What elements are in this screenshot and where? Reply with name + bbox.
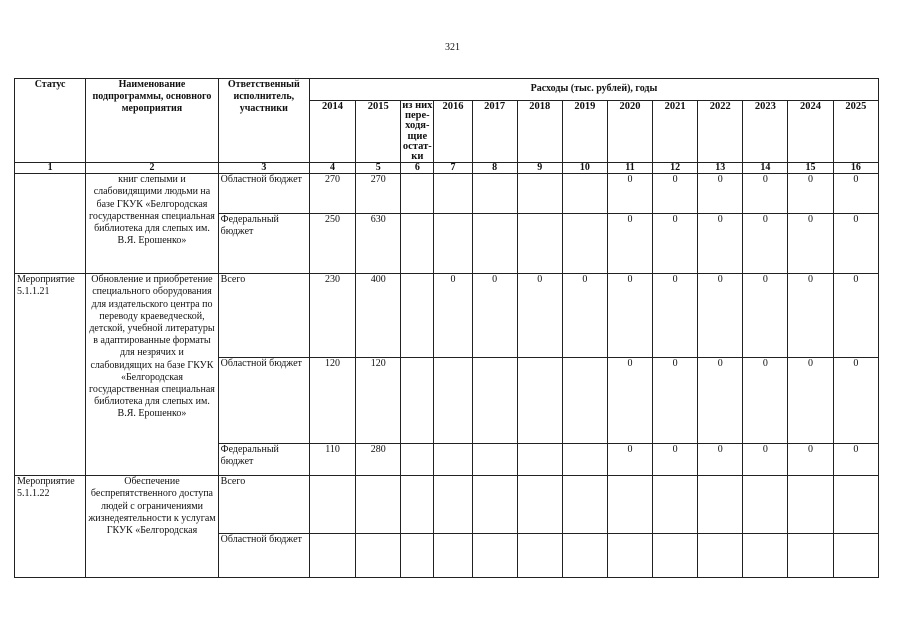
table-row (15, 476, 879, 534)
value-cell (788, 534, 833, 578)
value-cell: 400 (356, 274, 401, 358)
value-cell: 0 (698, 174, 743, 214)
value-cell (356, 534, 401, 578)
value-cell: 0 (833, 214, 878, 274)
value-cell (517, 214, 562, 274)
value-cell (401, 476, 434, 534)
value-cell: 630 (356, 214, 401, 274)
value-cell: 0 (788, 444, 833, 476)
value-cell: 0 (562, 274, 607, 358)
header-year: 2025 (833, 101, 878, 163)
value-cell: 0 (743, 444, 788, 476)
executor-cell: Областной бюджет (218, 358, 309, 444)
header-expenses: Расходы (тыс. рублей), годы (309, 79, 878, 101)
value-cell (309, 534, 355, 578)
value-cell (833, 476, 878, 534)
value-cell (434, 174, 472, 214)
value-cell: 0 (653, 358, 698, 444)
header-year: 2017 (472, 101, 517, 163)
header-year: 2022 (698, 101, 743, 163)
value-cell (401, 174, 434, 214)
executor-cell: Федеральный бюджет (218, 214, 309, 274)
column-number: 7 (434, 163, 472, 174)
column-number: 8 (472, 163, 517, 174)
value-cell: 0 (653, 214, 698, 274)
value-cell (434, 214, 472, 274)
value-cell: 0 (743, 214, 788, 274)
executor-cell: Всего (218, 274, 309, 358)
value-cell: 0 (653, 174, 698, 214)
column-number: 4 (309, 163, 355, 174)
value-cell: 0 (434, 274, 472, 358)
executor-cell: Всего (218, 476, 309, 534)
value-cell (607, 476, 652, 534)
value-cell: 0 (607, 274, 652, 358)
value-cell (743, 534, 788, 578)
value-cell: 0 (788, 174, 833, 214)
value-cell: 0 (607, 358, 652, 444)
header-year: 2024 (788, 101, 833, 163)
value-cell (356, 476, 401, 534)
value-cell: 280 (356, 444, 401, 476)
value-cell: 0 (653, 444, 698, 476)
value-cell: 0 (833, 174, 878, 214)
column-number: 11 (607, 163, 652, 174)
column-number: 10 (562, 163, 607, 174)
value-cell (472, 476, 517, 534)
header-year: 2015 (356, 101, 401, 163)
table-row (15, 174, 879, 214)
page-number: 321 (445, 42, 460, 53)
column-number: 12 (653, 163, 698, 174)
value-cell (517, 174, 562, 214)
value-cell: 0 (833, 358, 878, 444)
column-number: 5 (356, 163, 401, 174)
header-year: 2016 (434, 101, 472, 163)
table-row (15, 274, 879, 358)
value-cell (653, 534, 698, 578)
header-year: 2023 (743, 101, 788, 163)
column-number: 1 (15, 163, 86, 174)
status-cell: Мероприятие 5.1.1.21 (15, 274, 86, 476)
activity-name-cell: Обеспечение беспрепятственного доступа людей с ограничениями жизнедеятельности к услугам ГКУК «Белгородская (86, 476, 218, 578)
value-cell (401, 444, 434, 476)
value-cell (434, 476, 472, 534)
value-cell: 0 (607, 174, 652, 214)
value-cell: 0 (653, 274, 698, 358)
value-cell: 270 (356, 174, 401, 214)
value-cell: 0 (698, 274, 743, 358)
value-cell (517, 358, 562, 444)
status-cell: Мероприятие 5.1.1.22 (15, 476, 86, 578)
value-cell: 230 (309, 274, 355, 358)
value-cell: 0 (607, 444, 652, 476)
value-cell: 120 (356, 358, 401, 444)
value-cell: 0 (743, 358, 788, 444)
header-name: Наименование подпрограммы, основного мероприятия (86, 79, 218, 163)
header-year: 2019 (562, 101, 607, 163)
header-status: Статус (15, 79, 86, 163)
column-number: 9 (517, 163, 562, 174)
value-cell (788, 476, 833, 534)
value-cell: 0 (472, 274, 517, 358)
value-cell (698, 476, 743, 534)
header-executor: Ответственный исполнитель, участники (218, 79, 309, 163)
value-cell (562, 214, 607, 274)
value-cell: 0 (607, 214, 652, 274)
value-cell (434, 358, 472, 444)
expenses-table (14, 78, 879, 578)
column-number: 3 (218, 163, 309, 174)
column-number: 16 (833, 163, 878, 174)
column-number: 15 (788, 163, 833, 174)
value-cell (698, 534, 743, 578)
value-cell (517, 444, 562, 476)
value-cell: 0 (743, 174, 788, 214)
value-cell (562, 444, 607, 476)
value-cell (401, 534, 434, 578)
value-cell (743, 476, 788, 534)
value-cell (472, 174, 517, 214)
value-cell: 0 (698, 358, 743, 444)
value-cell (434, 534, 472, 578)
value-cell: 250 (309, 214, 355, 274)
activity-name-cell: книг слепыми и слабовидящими людьми на базе ГКУК «Белгородская государственная специальная библиотека для слепых им. В.Я. Ерошенко» (86, 174, 218, 274)
value-cell (653, 476, 698, 534)
value-cell: 0 (833, 444, 878, 476)
value-cell (472, 214, 517, 274)
value-cell: 0 (743, 274, 788, 358)
value-cell: 0 (788, 358, 833, 444)
value-cell (833, 534, 878, 578)
value-cell (562, 358, 607, 444)
value-cell (401, 214, 434, 274)
value-cell (517, 534, 562, 578)
header-year-remainder: из них пере-ходя-щие остат-ки (402, 100, 433, 163)
value-cell (607, 534, 652, 578)
value-cell: 0 (698, 444, 743, 476)
value-cell: 0 (833, 274, 878, 358)
value-cell: 0 (517, 274, 562, 358)
column-number: 13 (698, 163, 743, 174)
value-cell (517, 476, 562, 534)
header-year: 2021 (653, 101, 698, 163)
column-number: 14 (743, 163, 788, 174)
status-cell (15, 174, 86, 274)
value-cell (309, 476, 355, 534)
value-cell (562, 534, 607, 578)
value-cell (472, 534, 517, 578)
value-cell (562, 476, 607, 534)
value-cell: 0 (788, 274, 833, 358)
value-cell: 0 (698, 214, 743, 274)
header-year: 2014 (309, 101, 355, 163)
executor-cell: Федеральный бюджет (218, 444, 309, 476)
activity-name-cell: Обновление и приобретение специального оборудования для издательского центра по переводу краеведческой, детской, учебной литературы в адаптированные форматы для незрячих и слабовидящих на базе ГКУК «Белгородская государственная специальная библиотека для слепых им. В.Я. Ерошенко» (86, 274, 218, 476)
value-cell: 120 (309, 358, 355, 444)
column-number: 2 (86, 163, 218, 174)
value-cell: 0 (788, 214, 833, 274)
value-cell (472, 358, 517, 444)
header-year: 2020 (607, 101, 652, 163)
column-number: 6 (401, 163, 434, 174)
value-cell: 110 (309, 444, 355, 476)
value-cell (472, 444, 517, 476)
column-number-row (15, 163, 879, 174)
value-cell (434, 444, 472, 476)
table-body (15, 174, 879, 578)
value-cell: 270 (309, 174, 355, 214)
executor-cell: Областной бюджет (218, 534, 309, 578)
value-cell (562, 174, 607, 214)
value-cell (401, 274, 434, 358)
header-year: 2018 (517, 101, 562, 163)
executor-cell: Областной бюджет (218, 174, 309, 214)
value-cell (401, 358, 434, 444)
